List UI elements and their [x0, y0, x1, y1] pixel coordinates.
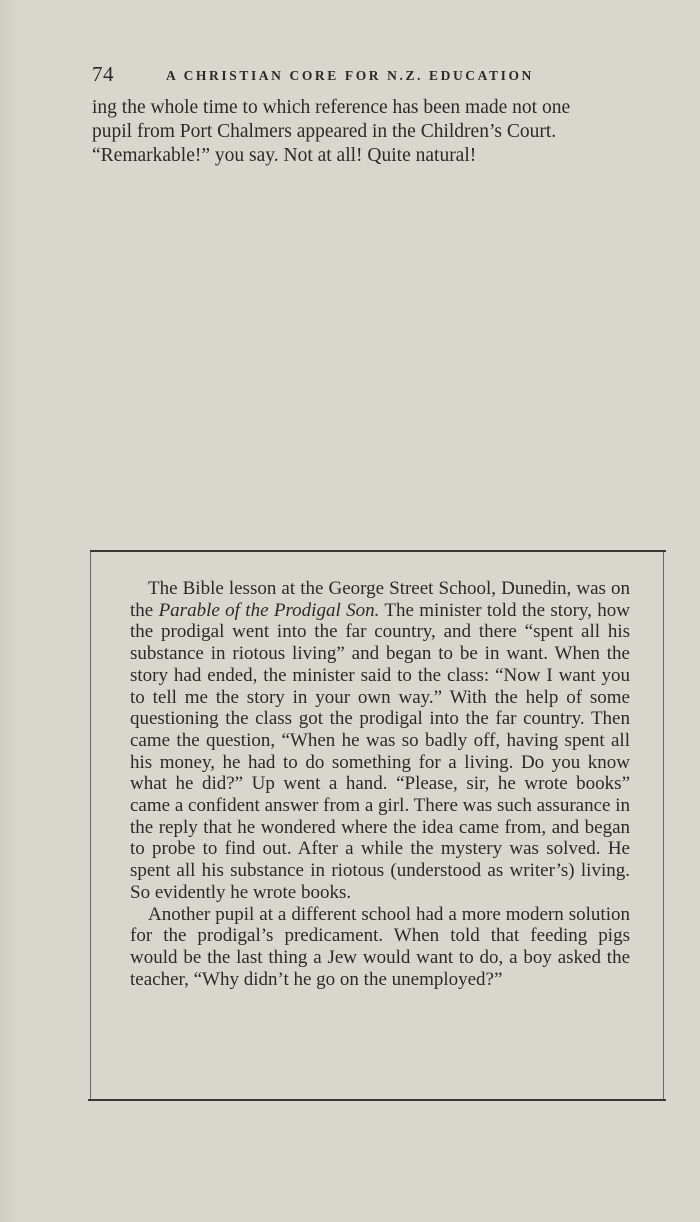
story-paragraph-1-body: The minister told the story, how the prodigal went into the far country, and there “spent all his substance in riotous living” and began to be in want. When the story had ended, the minister said to the class: “Now I want you to tell me the story in your own way.” With the help of some questioning the class got the prodigal into the far country. Then came the question, “When he was so badly off, having spent all his money, he had to do something for a living. Do you know what he did?” Up went a hand. “Please, sir, he wrote books” came a confident answer from a girl. There was such assurance in the reply that he wondered where the idea came from, and began to probe to find out. After a while the mystery was solved. He spent all his substance in riotous (understood as writer’s) living. So evidently he wrote books.	[130, 599, 630, 903]
box-right-border	[663, 552, 664, 1099]
top-paragraph	[92, 96, 672, 168]
box-bottom-rule	[88, 1099, 666, 1101]
box-top-rule	[90, 550, 666, 552]
top-paragraph-line: “Remarkable!” you say. Not at all! Quite natural!	[92, 145, 477, 166]
page-edge-shadow	[0, 0, 20, 1222]
story-paragraph-1-intro: The Bible lesson at the George Street School, Dunedin, was on the	[130, 578, 630, 621]
box-left-border	[90, 552, 91, 1099]
story-paragraph-1	[130, 578, 630, 904]
story-text	[130, 578, 630, 990]
page-header	[92, 62, 672, 92]
top-paragraph-line: ing the whole time to which reference has been made not one	[92, 97, 571, 118]
parable-title: Parable of the Prodigal Son.	[158, 599, 380, 621]
running-head: A CHRISTIAN CORE FOR N.Z. EDUCATION	[166, 68, 534, 83]
story-paragraph-2: Another pupil at a different school had a more modern solution for the prodigal’s predicament. When told that feeding pigs would be the last thing a Jew would want to do, a boy asked the teacher, “Why didn’t he go on the unemployed?”	[130, 903, 630, 990]
top-paragraph-line: pupil from Port Chalmers appeared in the Children’s Court.	[92, 121, 557, 142]
page-number: 74	[92, 62, 114, 86]
